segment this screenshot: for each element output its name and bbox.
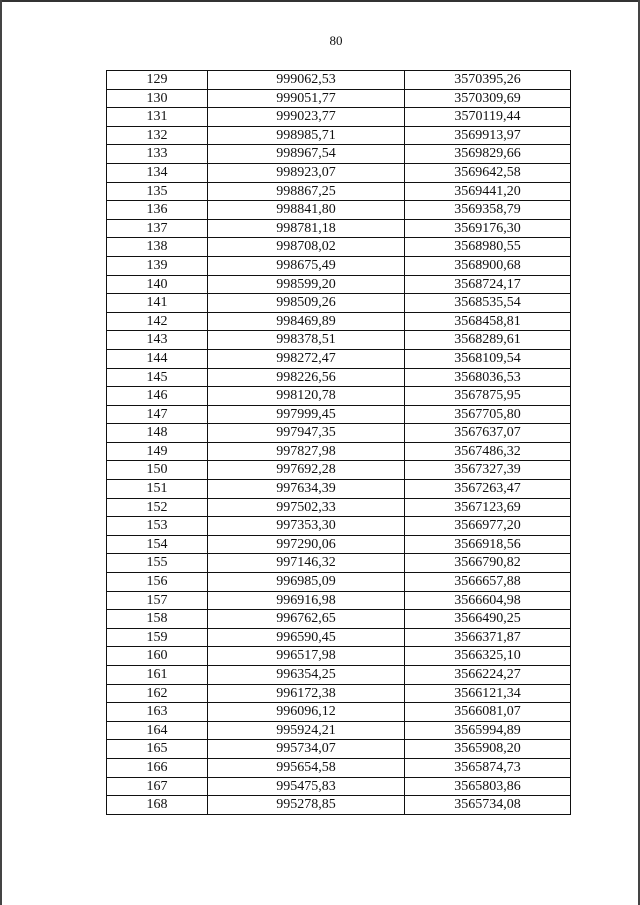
y-coordinate-cell: 3569176,30 [405,219,571,238]
y-coordinate-cell: 3569358,79 [405,201,571,220]
point-number-cell: 134 [107,163,208,182]
table-row [107,108,571,127]
table-row [107,461,571,480]
x-coordinate-cell: 995924,21 [208,721,405,740]
point-number-cell: 167 [107,777,208,796]
point-number-cell: 166 [107,758,208,777]
table-row [107,721,571,740]
x-coordinate-cell: 998841,80 [208,201,405,220]
scan-edge-top [0,0,640,2]
x-coordinate-cell: 996590,45 [208,628,405,647]
table-row [107,145,571,164]
y-coordinate-cell: 3567327,39 [405,461,571,480]
y-coordinate-cell: 3566977,20 [405,517,571,536]
point-number-cell: 143 [107,331,208,350]
table-row [107,480,571,499]
table-row [107,498,571,517]
table-row [107,796,571,815]
y-coordinate-cell: 3567637,07 [405,424,571,443]
y-coordinate-cell: 3567486,32 [405,442,571,461]
coordinates-table-body [107,71,571,815]
point-number-cell: 161 [107,666,208,685]
y-coordinate-cell: 3566790,82 [405,554,571,573]
y-coordinate-cell: 3565994,89 [405,721,571,740]
table-row [107,312,571,331]
y-coordinate-cell: 3567123,69 [405,498,571,517]
point-number-cell: 137 [107,219,208,238]
x-coordinate-cell: 999051,77 [208,89,405,108]
point-number-cell: 149 [107,442,208,461]
table-row [107,219,571,238]
point-number-cell: 163 [107,703,208,722]
y-coordinate-cell: 3568535,54 [405,294,571,313]
table-row [107,294,571,313]
point-number-cell: 153 [107,517,208,536]
x-coordinate-cell: 999062,53 [208,71,405,90]
point-number-cell: 147 [107,405,208,424]
point-number-cell: 155 [107,554,208,573]
table-row [107,554,571,573]
point-number-cell: 146 [107,387,208,406]
x-coordinate-cell: 998469,89 [208,312,405,331]
y-coordinate-cell: 3566081,07 [405,703,571,722]
y-coordinate-cell: 3567875,95 [405,387,571,406]
x-coordinate-cell: 998675,49 [208,256,405,275]
y-coordinate-cell: 3567705,80 [405,405,571,424]
table-row [107,275,571,294]
x-coordinate-cell: 998781,18 [208,219,405,238]
y-coordinate-cell: 3568980,55 [405,238,571,257]
x-coordinate-cell: 997827,98 [208,442,405,461]
table-row [107,331,571,350]
x-coordinate-cell: 996762,65 [208,610,405,629]
y-coordinate-cell: 3569913,97 [405,126,571,145]
x-coordinate-cell: 998867,25 [208,182,405,201]
x-coordinate-cell: 997947,35 [208,424,405,443]
point-number-cell: 132 [107,126,208,145]
table-row [107,666,571,685]
table-row [107,442,571,461]
x-coordinate-cell: 998272,47 [208,349,405,368]
table-row [107,758,571,777]
x-coordinate-cell: 996916,98 [208,591,405,610]
x-coordinate-cell: 997290,06 [208,535,405,554]
point-number-cell: 141 [107,294,208,313]
point-number-cell: 129 [107,71,208,90]
y-coordinate-cell: 3566121,34 [405,684,571,703]
y-coordinate-cell: 3565874,73 [405,758,571,777]
table-row [107,387,571,406]
point-number-cell: 152 [107,498,208,517]
scan-edge-left [0,0,2,905]
y-coordinate-cell: 3566371,87 [405,628,571,647]
y-coordinate-cell: 3569441,20 [405,182,571,201]
table-row [107,126,571,145]
x-coordinate-cell: 997999,45 [208,405,405,424]
point-number-cell: 148 [107,424,208,443]
x-coordinate-cell: 997146,32 [208,554,405,573]
point-number-cell: 135 [107,182,208,201]
table-row [107,647,571,666]
table-row [107,517,571,536]
table-row [107,201,571,220]
x-coordinate-cell: 995475,83 [208,777,405,796]
y-coordinate-cell: 3565803,86 [405,777,571,796]
point-number-cell: 156 [107,573,208,592]
y-coordinate-cell: 3567263,47 [405,480,571,499]
table-row [107,703,571,722]
y-coordinate-cell: 3570309,69 [405,89,571,108]
point-number-cell: 131 [107,108,208,127]
point-number-cell: 168 [107,796,208,815]
x-coordinate-cell: 998923,07 [208,163,405,182]
x-coordinate-cell: 998378,51 [208,331,405,350]
y-coordinate-cell: 3570395,26 [405,71,571,90]
table-row [107,684,571,703]
point-number-cell: 159 [107,628,208,647]
coordinates-table [106,70,571,815]
x-coordinate-cell: 998599,20 [208,275,405,294]
point-number-cell: 145 [107,368,208,387]
point-number-cell: 130 [107,89,208,108]
x-coordinate-cell: 995734,07 [208,740,405,759]
table-row [107,535,571,554]
table-row [107,89,571,108]
point-number-cell: 136 [107,201,208,220]
point-number-cell: 160 [107,647,208,666]
point-number-cell: 142 [107,312,208,331]
x-coordinate-cell: 997502,33 [208,498,405,517]
x-coordinate-cell: 998985,71 [208,126,405,145]
y-coordinate-cell: 3569642,58 [405,163,571,182]
table-row [107,163,571,182]
x-coordinate-cell: 996096,12 [208,703,405,722]
y-coordinate-cell: 3565908,20 [405,740,571,759]
table-row [107,610,571,629]
x-coordinate-cell: 998509,26 [208,294,405,313]
y-coordinate-cell: 3568900,68 [405,256,571,275]
y-coordinate-cell: 3568458,81 [405,312,571,331]
table-row [107,71,571,90]
point-number-cell: 140 [107,275,208,294]
point-number-cell: 154 [107,535,208,554]
point-number-cell: 138 [107,238,208,257]
x-coordinate-cell: 998967,54 [208,145,405,164]
table-row [107,573,571,592]
table-row [107,405,571,424]
point-number-cell: 157 [107,591,208,610]
y-coordinate-cell: 3568109,54 [405,349,571,368]
x-coordinate-cell: 996354,25 [208,666,405,685]
point-number-cell: 139 [107,256,208,275]
y-coordinate-cell: 3566325,10 [405,647,571,666]
y-coordinate-cell: 3568289,61 [405,331,571,350]
point-number-cell: 144 [107,349,208,368]
point-number-cell: 150 [107,461,208,480]
table-row [107,740,571,759]
y-coordinate-cell: 3569829,66 [405,145,571,164]
x-coordinate-cell: 997692,28 [208,461,405,480]
y-coordinate-cell: 3566918,56 [405,535,571,554]
y-coordinate-cell: 3565734,08 [405,796,571,815]
table-row [107,591,571,610]
x-coordinate-cell: 997634,39 [208,480,405,499]
page-number: 80 [329,33,343,48]
y-coordinate-cell: 3566490,25 [405,610,571,629]
table-row [107,628,571,647]
y-coordinate-cell: 3566224,27 [405,666,571,685]
point-number-cell: 162 [107,684,208,703]
table-row [107,777,571,796]
y-coordinate-cell: 3570119,44 [405,108,571,127]
point-number-cell: 158 [107,610,208,629]
x-coordinate-cell: 998708,02 [208,238,405,257]
y-coordinate-cell: 3568036,53 [405,368,571,387]
point-number-cell: 151 [107,480,208,499]
point-number-cell: 164 [107,721,208,740]
y-coordinate-cell: 3566604,98 [405,591,571,610]
x-coordinate-cell: 996172,38 [208,684,405,703]
y-coordinate-cell: 3568724,17 [405,275,571,294]
x-coordinate-cell: 998226,56 [208,368,405,387]
x-coordinate-cell: 996517,98 [208,647,405,666]
table-row [107,349,571,368]
x-coordinate-cell: 999023,77 [208,108,405,127]
point-number-cell: 133 [107,145,208,164]
table-row [107,182,571,201]
point-number-cell: 165 [107,740,208,759]
table-row [107,424,571,443]
table-row [107,238,571,257]
table-row [107,256,571,275]
table-row [107,368,571,387]
x-coordinate-cell: 995278,85 [208,796,405,815]
x-coordinate-cell: 995654,58 [208,758,405,777]
y-coordinate-cell: 3566657,88 [405,573,571,592]
x-coordinate-cell: 998120,78 [208,387,405,406]
x-coordinate-cell: 997353,30 [208,517,405,536]
x-coordinate-cell: 996985,09 [208,573,405,592]
